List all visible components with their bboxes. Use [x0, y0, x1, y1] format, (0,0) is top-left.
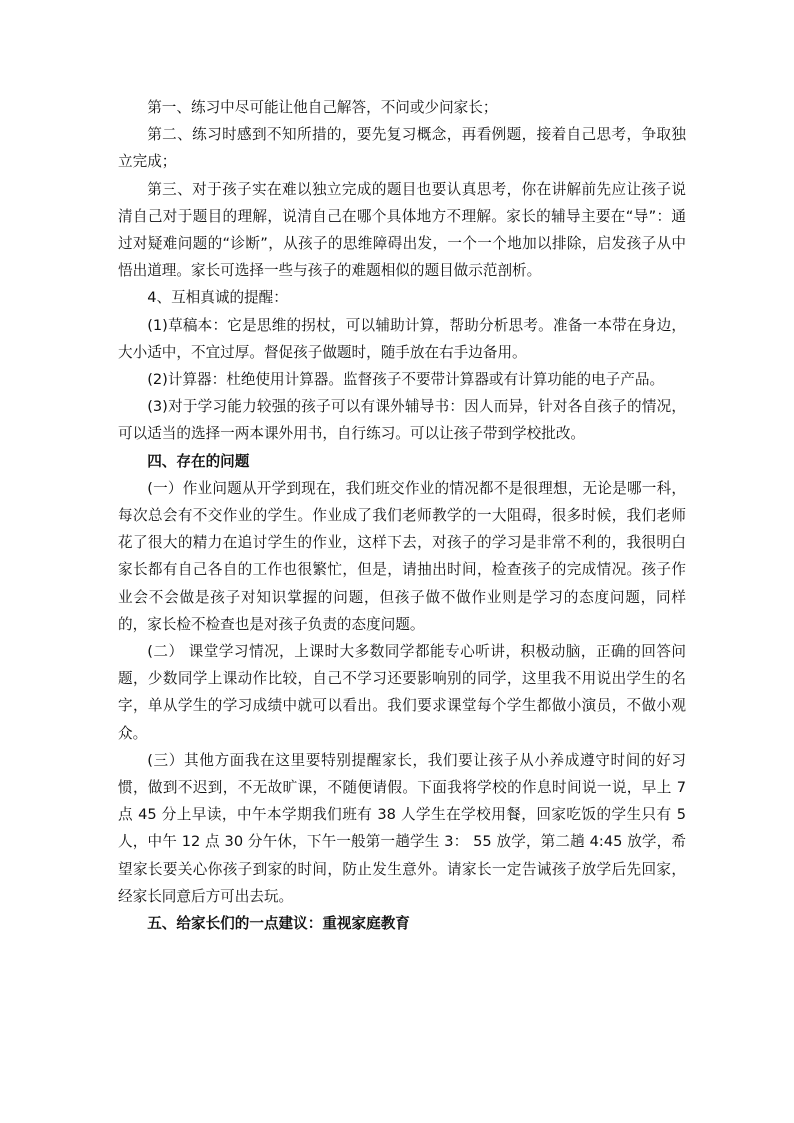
paragraph-practice-second: 第二、练习时感到不知所措的，要先复习概念，再看例题，接着自己思考，争取独立完成； — [118, 126, 686, 171]
paragraph-practice-first: 第一、练习中尽可能让他自己解答，不问或少问家长； — [147, 99, 498, 116]
paragraph-reminders-intro: 4、互相真诚的提醒： — [147, 289, 288, 307]
paragraph-classroom-issue: (二） 课堂学习情况，上课时大多数同学都能专心听讲，积极动脑，正确的回答问题，少数同学上课动作比较，自己不学习还要影响别的同学，这里我不用说出学生的名字，单从学生的学习成绩中就可以看出。我们要求课堂每个学生都做小演员，不做小观众。 — [118, 643, 686, 742]
paragraph-other-issue: (三）其他方面我在这里要特别提醒家长，我们要让孩子从小养成遵守时间的好习惯，做到不迟到，不无故旷课，不随便请假。下面我将学校的作息时间说一说，早上 7 点 45 分上早读，中午本学期我们班有 38 人学生在学校用餐，回家吃饭的学生只有 5 人，中午 12 点 30 分午休，下午一般第一趟学生 3： 55 放学，第二趟 4:45 放学，希望家长要关心你孩子到家的时间，防止发生意外。请家长一定告诫孩子放学后先回家，经家长同意后方可出去玩。 — [118, 751, 686, 905]
document-body — [118, 94, 686, 937]
paragraph-practice-third: 第三、对于孩子实在难以独立完成的题目也要认真思考，你在讲解前先应让孩子说清自己对于题目的理解，说清自己在哪个具体地方不理解。家长的辅导主要在“导”：通过对疑难问题的“诊断”，从孩子的思维障碍出发，一个一个地加以排除，启发孩子从中悟出道理。家长可选择一些与孩子的难题相似的题目做示范剖析。 — [118, 180, 686, 280]
paragraph-draft-notebook: (1)草稿本：它是思维的拐杖，可以辅助计算，帮助分析思考。准备一本带在身边，大小适中，不宜过厚。督促孩子做题时，随手放在右手边备用。 — [118, 316, 686, 361]
paragraph-homework-issue: (一）作业问题从开学到现在，我们班交作业的情况都不是很理想，无论是哪一科，每次总会有不交作业的学生。作业成了我们老师教学的一大阻碍，很多时候，我们老师花了很大的精力在追讨学生的作业，这样下去，对孩子的学习是非常不利的，我很明白家长都有自己各自的工作也很繁忙，但是，请抽出时间，检查孩子的完成情况。孩子作业会不会做是孩子对知识掌握的问题，但孩子做不做作业则是学习的态度问题，同样的，家长检不检查也是对孩子负责的态度问题。 — [118, 479, 686, 633]
section-heading-suggestions: 五、给家长们的一点建议：重视家庭教育 — [147, 915, 410, 933]
section-heading-problems: 四、存在的问题 — [147, 452, 250, 470]
paragraph-extra-books: (3)对于学习能力较强的孩子可以有课外辅导书：因人而异，针对各自孩子的情况，可以适当的选择一两本课外用书，自行练习。可以让孩子带到学校批改。 — [118, 398, 686, 443]
paragraph-calculator: (2)计算器：杜绝使用计算器。监督孩子不要带计算器或有计算功能的电子产品。 — [147, 371, 665, 389]
